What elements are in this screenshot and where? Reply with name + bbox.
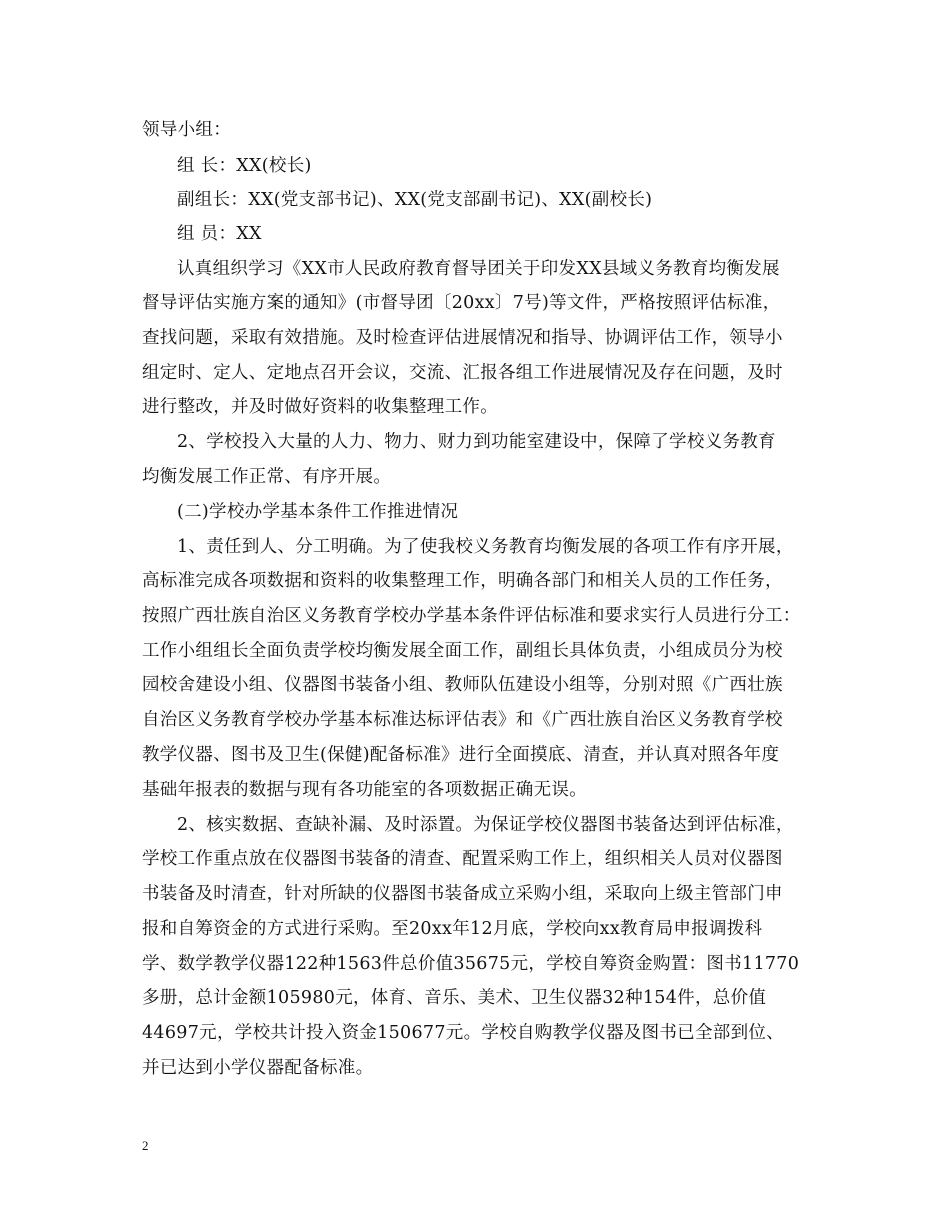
text-line: 工作小组组长全面负责学校均衡发展全面工作，副组长具体负责，小组成员分为校 (142, 641, 783, 661)
text-line: 组 员：XX (177, 224, 262, 244)
text-line: 组 长：XX(校长) (177, 156, 312, 176)
text-line: 2、核实数据、查缺补漏、及时添置。为保证学校仪器图书装备达到评估标准， (177, 815, 794, 835)
text-line: 2、学校投入大量的人力、物力、财力到功能室建设中，保障了学校义务教育 (177, 432, 776, 452)
text-line: 学、数学教学仪器122种1563件总价值35675元，学校自筹资金购置：图书11770 (142, 954, 800, 974)
text-line: 基础年报表的数据与现有各功能室的各项数据正确无误。 (142, 780, 587, 800)
text-line: 组定时、定人、定地点召开会议，交流、汇报各组工作进展情况及存在问题，及时 (142, 363, 783, 383)
text-line: 按照广西壮族自治区义务教育学校办学基本条件评估标准和要求实行人员进行分工： (142, 606, 801, 626)
text-line: 高标准完成各项数据和资料的收集整理工作，明确各部门和相关人员的工作任务， (142, 571, 783, 591)
text-line: 认真组织学习《XX市人民政府教育督导团关于印发XX县域义务教育均衡发展 (177, 259, 780, 279)
text-line: 书装备及时清查，针对所缺的仪器图书装备成立采购小组，采取向上级主管部门申 (142, 884, 783, 904)
text-line: 教学仪器、图书及卫生(保健)配备标准》进行全面摸底、清查，并认真对照各年度 (142, 745, 780, 765)
text-line: 1、责任到人、分工明确。为了使我校义务教育均衡发展的各项工作有序开展， (177, 537, 794, 557)
text-line: 查找问题，采取有效措施。及时检查评估进展情况和指导、协调评估工作，领导小 (142, 328, 783, 348)
text-line: 领导小组： (142, 120, 231, 140)
text-line: 督导评估实施方案的通知》(市督导团〔20xx〕7号)等文件，严格按照评估标准， (142, 293, 781, 313)
text-line: 44697元，学校共计投入资金150677元。学校自购教学仪器及图书已全部到位、 (142, 1023, 784, 1043)
page-number: 2 (142, 1138, 149, 1153)
text-line: 学校工作重点放在仪器图书装备的清查、配置采购工作上，组织相关人员对仪器图 (142, 849, 783, 869)
text-line: 进行整改，并及时做好资料的收集整理工作。 (142, 397, 498, 417)
text-line: 报和自筹资金的方式进行采购。至20xx年12月底，学校向xx教育局申报调拨科 (142, 919, 763, 939)
section-heading: (二)学校办学基本条件工作推进情况 (177, 502, 459, 522)
text-line: 均衡发展工作正常、有序开展。 (142, 467, 392, 487)
text-line: 自治区义务教育学校办学基本标准达标评估表》和《广西壮族自治区义务教育学校 (142, 710, 783, 730)
text-line: 副组长：XX(党支部书记)、XX(党支部副书记)、XX(副校长) (177, 190, 653, 210)
text-line: 多册，总计金额105980元，体育、音乐、美术、卫生仪器32种154件，总价值 (142, 988, 767, 1008)
text-line: 园校舍建设小组、仪器图书装备小组、教师队伍建设小组等，分别对照《广西壮族 (142, 675, 783, 695)
text-line: 并已达到小学仪器配备标准。 (142, 1058, 374, 1078)
